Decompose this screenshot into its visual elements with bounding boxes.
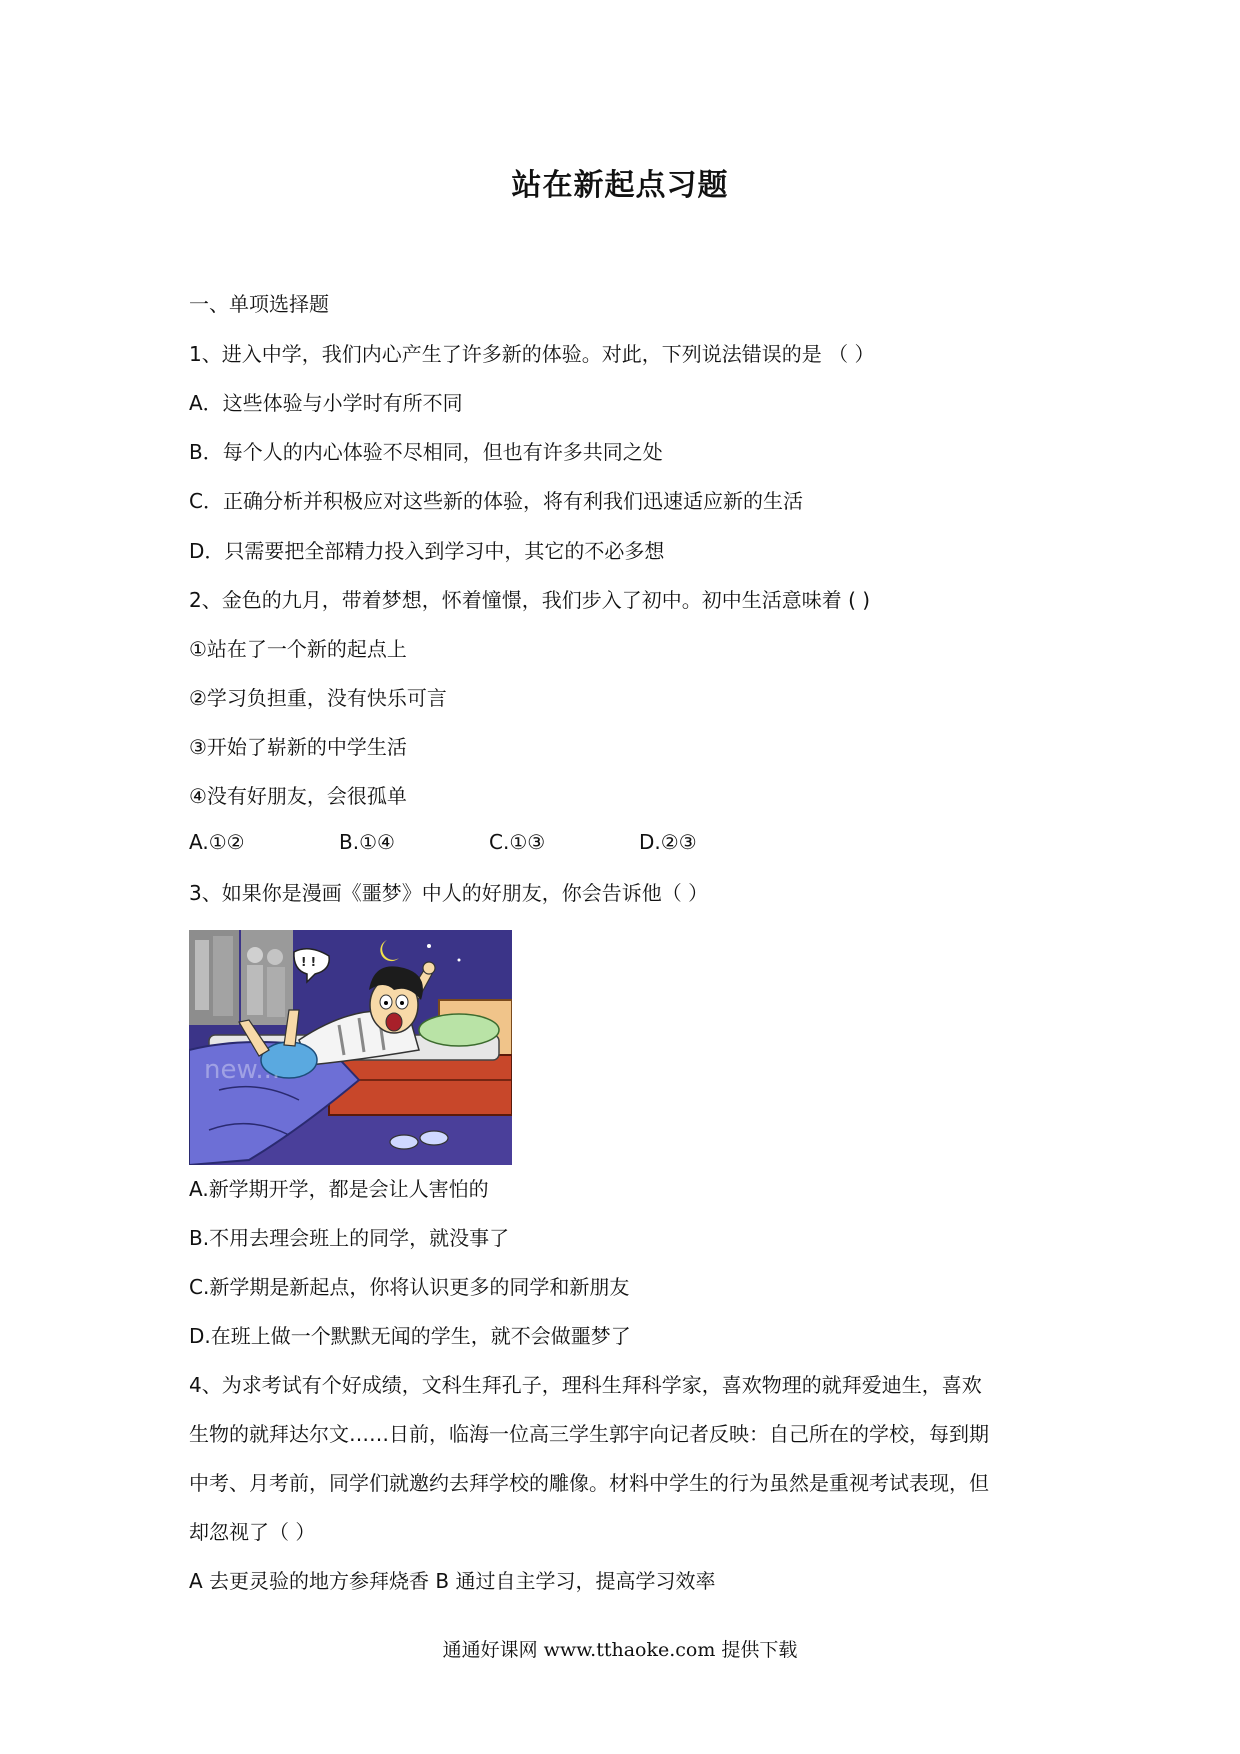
question-1-option-c: C．正确分析并积极应对这些新的体验，将有利我们迅速适应新的生活: [189, 489, 803, 513]
question-2-option-c: C.①③: [489, 830, 546, 854]
question-2-option-d: D.②③: [639, 830, 697, 854]
question-1-stem: 1、进入中学，我们内心产生了许多新的体验。对此，下列说法错误的是 （ ）: [189, 342, 875, 366]
question-4-line-3: 中考、月考前，同学们就邀约去拜学校的雕像。材料中学生的行为虽然是重视考试表现，但: [189, 1471, 989, 1495]
question-1-option-a: A．这些体验与小学时有所不同: [189, 391, 463, 415]
footer-source: 通通好课网 www.tthaoke.com 提供下载: [442, 1639, 798, 1661]
question-2-item-3: ③开始了崭新的中学生活: [189, 735, 407, 759]
svg-text:! !: ! !: [301, 955, 317, 969]
question-1-option-b: B．每个人的内心体验不尽相同，但也有许多共同之处: [189, 440, 663, 464]
page-title: 站在新起点习题: [511, 168, 729, 203]
question-4-line-1: 4、为求考试有个好成绩，文科生拜孔子，理科生拜科学家，喜欢物理的就拜爱迪生，喜欢: [189, 1373, 982, 1397]
question-2-item-2: ②学习负担重，没有快乐可言: [189, 686, 447, 710]
question-3-option-b: B.不用去理会班上的同学，就没事了: [189, 1226, 510, 1250]
question-4-line-2: 生物的就拜达尔文……日前，临海一位高三学生郭宇向记者反映：自己所在的学校，每到期: [189, 1422, 989, 1446]
question-2-option-b: B.①④: [339, 830, 395, 854]
question-2-stem: 2、金色的九月，带着梦想，怀着憧憬，我们步入了初中。初中生活意味着 ( ): [189, 588, 871, 612]
question-2-option-a: A.①②: [189, 830, 245, 854]
image-watermark: new...: [204, 1055, 281, 1085]
section-heading: 一、单项选择题: [189, 292, 329, 316]
question-4-line-4: 却忽视了（ ）: [189, 1520, 316, 1544]
question-4-options: A 去更灵验的地方参拜烧香 B 通过自主学习，提高学习效率: [189, 1569, 716, 1593]
question-3-option-c: C.新学期是新起点，你将认识更多的同学和新朋友: [189, 1275, 630, 1299]
question-3-stem: 3、如果你是漫画《噩梦》中人的好朋友，你会告诉他（ ）: [189, 881, 709, 905]
question-3-option-d: D.在班上做一个默默无闻的学生，就不会做噩梦了: [189, 1324, 631, 1348]
question-2-item-1: ①站在了一个新的起点上: [189, 637, 407, 661]
question-2-options: [189, 830, 789, 858]
question-1-option-d: D．只需要把全部精力投入到学习中，其它的不必多想: [189, 539, 665, 563]
question-2-item-4: ④没有好朋友，会很孤单: [189, 784, 407, 808]
question-3-option-a: A.新学期开学，都是会让人害怕的: [189, 1177, 489, 1201]
nightmare-cartoon-image: [189, 930, 512, 1165]
